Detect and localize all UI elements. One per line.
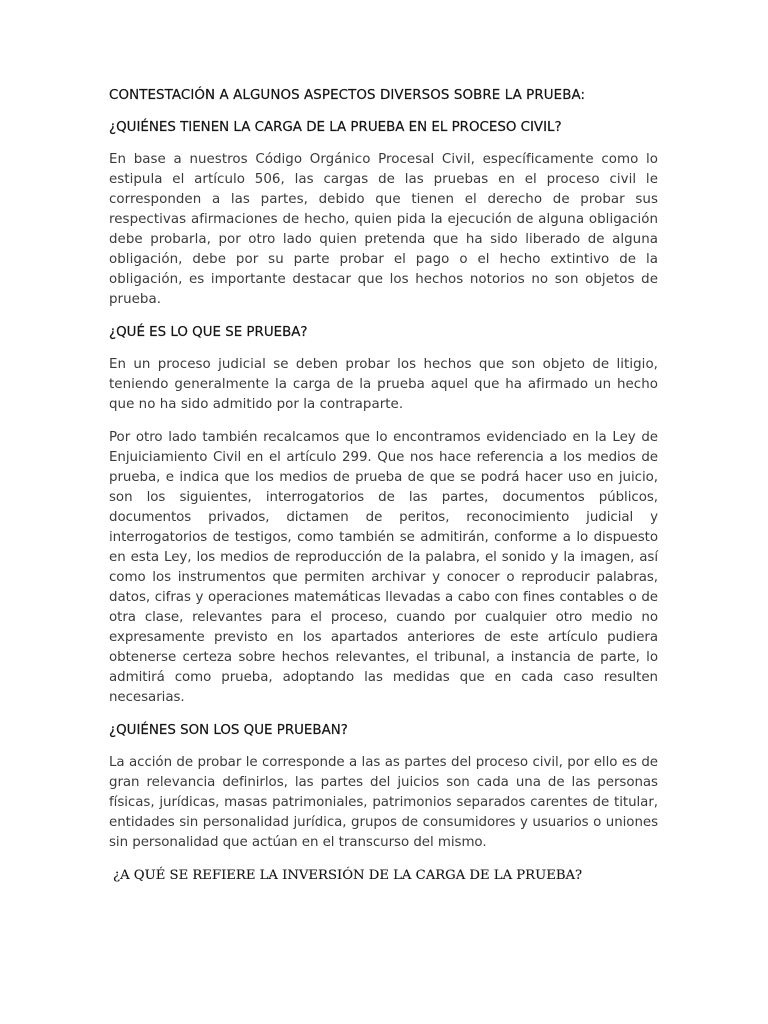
paragraph-carga: En base a nuestros Código Orgánico Procesal Civil, específicamente como lo estipula el artículo 506, las cargas de las pruebas en el proceso civil le corresponden a las partes, debido que tienen el derecho de probar sus respectivas afirmaciones de hecho, quien pida la ejecución de alguna obligación debe probarla, por otro lado quien pretenda que ha sido liberado de alguna obligación, debe por su parte probar el pago o el hecho extintivo de la obligación, es importante destacar que los hechos notorios no son objetos de prueba. — [109, 152, 658, 307]
document-page — [109, 86, 658, 898]
section-heading-carga: ¿QUIÉNES TIENEN LA CARGA DE LA PRUEBA EN EL PROCESO CIVIL? — [109, 120, 562, 135]
paragraph-ley-enjuiciamiento: Por otro lado también recalcamos que lo encontramos evidenciado en la Ley de Enjuiciamiento Civil en el artículo 299. Que nos hace referencia a los medios de prueba, e indica que los medios de prueba de que se podrá hacer uso en juicio, son los siguientes, interrogatorios de las partes, documentos públicos, documentos privados, dictamen de peritos, reconocimiento judicial y interrogatorios de testigos, como también se admitirán, conforme a lo dispuesto en esta Ley, los medios de reproducción de la palabra, el sonido y la imagen, así como los instrumentos que permiten archivar y conocer o reproducir palabras, datos, cifras y operaciones matemáticas llevadas a cabo con fines contables o de otra clase, relevantes para el proceso, cuando por cualquier otro medio no expresamente previsto en los apartados anteriores de este artículo pudiera obtenerse certeza sobre hechos relevantes, el tribunal, a instancia de parte, lo admitirá como prueba, adoptando las medidas que en cada caso resulten necesarias. — [109, 430, 658, 705]
section-heading-inversion: ¿A QUÉ SE REFIERE LA INVERSIÓN DE LA CARGA DE LA PRUEBA? — [113, 868, 583, 883]
document-title: CONTESTACIÓN A ALGUNOS ASPECTOS DIVERSOS SOBRE LA PRUEBA: — [109, 88, 586, 103]
section-heading-que-se-prueba: ¿QUÉ ES LO QUE SE PRUEBA? — [109, 325, 308, 340]
paragraph-que-se-prueba: En un proceso judicial se deben probar los hechos que son objeto de litigio, teniendo generalmente la carga de la prueba aquel que ha afirmado un hecho que no ha sido admitido por la contraparte. — [109, 357, 658, 412]
section-heading-quienes-prueban: ¿QUIÉNES SON LOS QUE PRUEBAN? — [109, 723, 348, 738]
paragraph-quienes-prueban: La acción de probar le corresponde a las as partes del proceso civil, por ello es de gran relevancia definirlos, las partes del juicios son cada una de las personas físicas, jurídicas, masas patrimoniales, patrimonios separados carentes de titular, entidades sin personalidad jurídica, grupos de consumidores y usuarios o uniones sin personalidad que actúan en el transcurso del mismo. — [109, 755, 658, 850]
